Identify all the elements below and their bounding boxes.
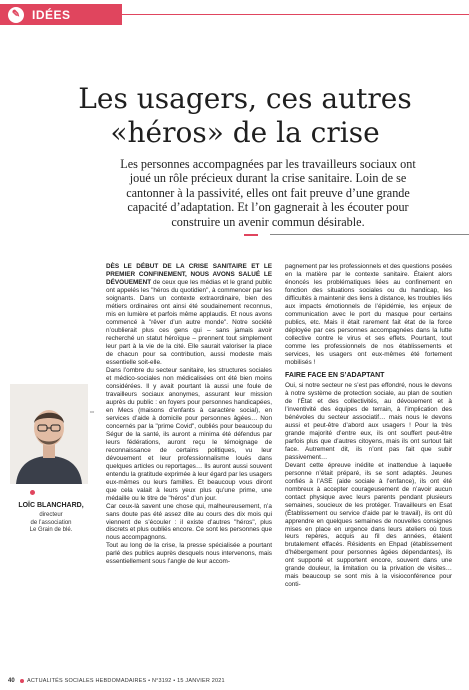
page-number: 40	[8, 678, 15, 684]
author-role	[8, 512, 94, 535]
author-name: LOÏC BLANCHARD,	[18, 502, 84, 509]
publication-info: ACTUALITÉS SOCIALES HEBDOMADAIRES • N°3192 • 15 JANVIER 2021	[27, 678, 225, 684]
section-label: IDÉES	[32, 7, 71, 22]
photo-credit: DR	[90, 410, 95, 414]
paragraph: Tout au long de la crise, la presse spécialisée a pourtant parlé des publics auprès desquels nous intervenons, mais essentiellement sous l’angle de leur accom-	[106, 542, 272, 566]
page-footer	[0, 676, 469, 688]
section-tag	[0, 4, 122, 25]
author-role-line: directeur	[39, 512, 63, 518]
author-photo	[10, 384, 88, 484]
author-role-line: de l’association	[30, 519, 72, 526]
paragraph: Devant cette épreuve inédite et inattendue à laquelle personne n’était préparé, ils se sont adaptés. Jeunes confiés à l’ASE (aide sociale à l’enfance), ils ont été nombreux à accepter courageusement de n’avoir aucun contact physique avec leurs parents pendant plusieurs semaines, soucieux de les protéger. Travailleurs en Esat (Établissement ou service d’aide par le travail), ils ont dû apprendre en quelques semaines de nouvelles consignes mises en place en urgence dans leurs ateliers où tous leurs repères, acquis au fil des années, étaient brutalement effacés. Résidents en Ehpad (établissement d’hébergement pour personnes âgées dépendantes), ils ont supporté et supportent encore, souvent dans une grande douleur, la limitation ou la privation de visites… mais beaucoup se sont mis à la visioconférence pour conti-	[285, 461, 452, 589]
article-title: Les usagers, ces autres «héros» de la crise	[78, 82, 412, 149]
section-header	[0, 0, 469, 30]
paragraph: pagnement par les professionnels et des questions posées en la matière par le contexte sanitaire. Étaient alors énoncés les problématiques liées au confinement en fonction des situations sociales ou du handicap, les difficultés à maintenir des liens à distance, les troubles liés aux impacts émotionnels de l’épidémie, les enjeux de communication avec le port du masque pour certains publics, etc. Mais il était rarement fait état de la force déployée par ces personnes accompagnées dans la lutte collective contre le virus et ses effets. Pourtant, tout comme les professionnels de nos établissements et services, les usagers ont eux-mêmes été fortement mobilisés !	[285, 263, 452, 366]
footer-bullet	[20, 679, 24, 683]
paragraph	[106, 263, 272, 367]
pencil-icon: ✎	[8, 7, 24, 23]
lead-in: DÈS LE DÉBUT DE LA CRISE SANITAIRE ET LE PREMIER CONFINEMENT, NOUS AVONS SALUÉ LE DÉVOUEMENT	[106, 263, 272, 286]
paragraph: Car ceux-là savent une chose qui, malheureusement, n’a sans doute pas été assez dite au cours des dix mois qui viennent de s’écouler : il existe d’autres "héros", plus discrets et plus oubliés encore. Ce sont les personnes que nous accompagnons.	[106, 502, 272, 542]
intro-accent-bar	[244, 234, 258, 236]
intro-separator	[270, 234, 469, 235]
author-role-line: Le Grain de blé.	[29, 527, 73, 533]
header-rule	[122, 14, 469, 15]
article-intro: Les personnes accompagnées par les travailleurs sociaux ont joué un rôle précieux durant la crise sanitaire. Loin de se cantonner à la passivité, elles ont fait preuve d’une grande capacité d’adaptation. Et l’on gagnerait à les écouter pour construire un avenir commun désirable.	[120, 157, 416, 229]
paragraph: Oui, si notre secteur ne s’est pas effondré, nous le devons à notre système de protection sociale, au plan de soutien de l’État et des collectivités, au dévouement et à l’inventivité des équipes de terrain, à l’implication des bénévoles du secteur associatif… mais nous le devons aussi et peut-être d’abord aux usagers ! Pour la très grande majorité d’entre eux, ils ont souffert peut-être parfois plus que d’autres citoyens, mais ils ont surtout fait face. Autrement dit, ils n’ont pas fait que subir passivement…	[285, 381, 452, 461]
paragraph: Dans l’ombre du secteur sanitaire, les structures sociales et médico-sociales non médicalisées ont été bien moins considérées. Il y avait pourtant là aussi une foule de travailleurs sociaux anonymes, assurant leur mission auprès du public : en foyers pour personnes handicapées, en Mecs (maisons d’enfants à caractère social), en services d’aide à domicile pour personnes âgées… Non concernés par la "prime Covid", oubliés pour beaucoup du Ségur de la santé, ils auront a minima été défendus par leurs fédérations, auront reçu le témoignage de reconnaissance de certains politiques, vu leur dévouement et leur professionnalisme loués dans quelques articles ou reportages… Ils auront aussi souvent entendu la gratitude exprimée à leur égard par les usagers eux-mêmes ou leurs familles. Et beaucoup vous diront que cela valait à leurs yeux plus qu’une prime, une médaille ou le titre de "héros" d’un jour.	[106, 366, 272, 502]
paragraph-text: de ceux que les médias et le grand public ont appelés les "héros du quotidien", à commencer par les soignants. Dans un contexte extraordinaire, bien des métiers ordinaires ont ainsi été soudainement reconnus, mis en lumière et parfois même applaudis. Et nous avons commencé à "rêver d’un autre monde". Notre société n’oublierait plus ces gens qui – sans jamais avoir recherché un statut héroïque – prennent tout simplement leur part à la vie de la cité. Elle saurait valoriser la place de chacun pour sa contribution, aussi modeste mais essentielle soit-elle.	[106, 278, 272, 366]
article-column-2	[285, 263, 452, 589]
subheading: FAIRE FACE EN S’ADAPTANT	[285, 371, 385, 379]
article-column-1	[106, 263, 272, 566]
author-bullet	[30, 490, 35, 495]
